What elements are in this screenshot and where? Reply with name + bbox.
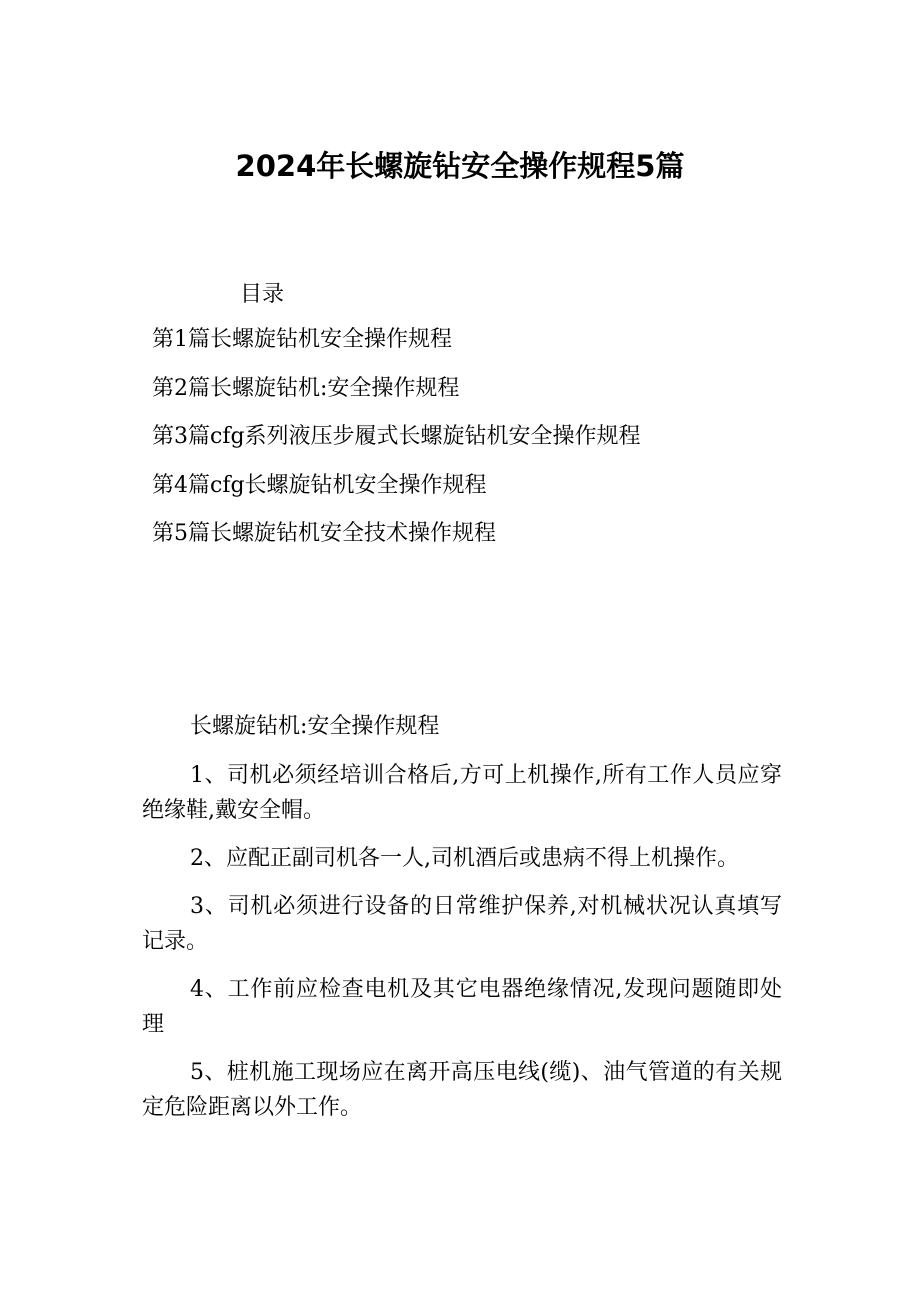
- toc-item-3: 第3篇cfg系列液压步履式长螺旋钻机安全操作规程: [152, 424, 641, 449]
- toc-item-2: 第2篇长螺旋钻机:安全操作规程: [152, 375, 460, 401]
- article-title: 长螺旋钻机:安全操作规程: [190, 714, 440, 739]
- article-paragraph-2: 2、应配正副司机各一人,司机酒后或患病不得上机操作。: [190, 846, 739, 871]
- article-section: [142, 710, 782, 1138]
- article-paragraph-3: 3、司机必须进行设备的日常维护保养,对机械状况认真填写记录。: [142, 894, 782, 954]
- toc-item-5: 第5篇长螺旋钻机安全技术操作规程: [152, 521, 496, 546]
- table-of-contents: [152, 325, 641, 568]
- article-paragraph-5: 5、桩机施工现场应在离开高压电线(缆)、油气管道的有关规定危险距离以外工作。: [142, 1060, 782, 1120]
- toc-item-1: 第1篇长螺旋钻机安全操作规程: [152, 327, 452, 352]
- toc-heading: 目录: [240, 282, 285, 307]
- toc-item-4: 第4篇cfg长螺旋钻机安全操作规程: [152, 472, 487, 498]
- page-title: 2024年长螺旋钻安全操作规程5篇: [235, 149, 685, 183]
- article-paragraph-4: 4、工作前应检查电机及其它电器绝缘情况,发现问题随即处理: [142, 977, 782, 1037]
- article-paragraph-1: 1、司机必须经培训合格后,方可上机操作,所有工作人员应穿绝缘鞋,戴安全帽。: [142, 763, 782, 823]
